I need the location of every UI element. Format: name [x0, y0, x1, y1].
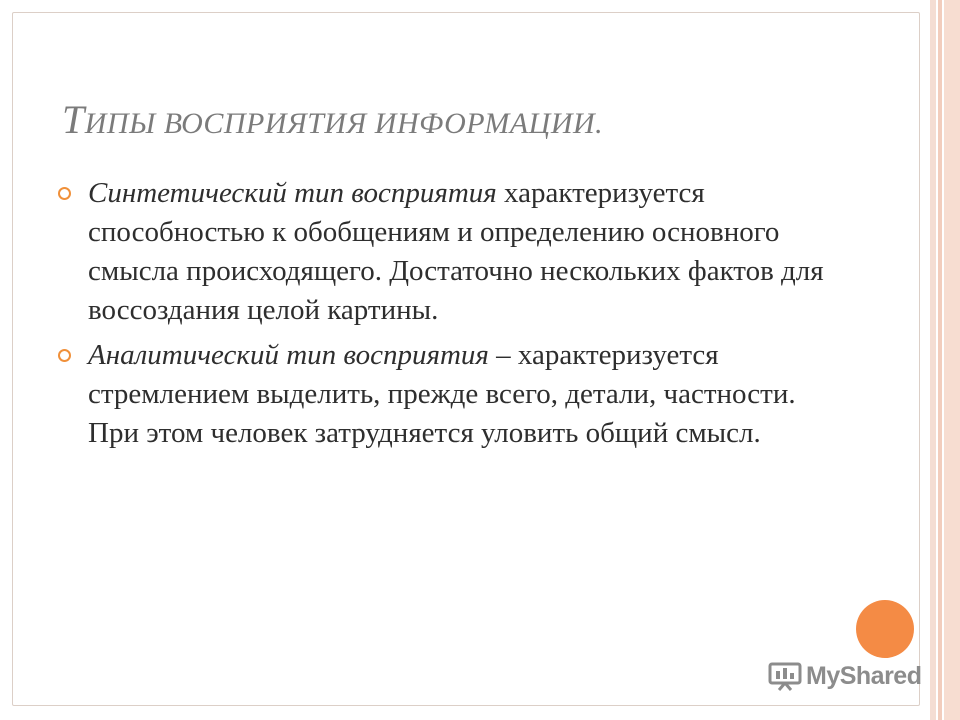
title-rest: ИПЫ ВОСПРИЯТИЯ ИНФОРМАЦИИ. [84, 107, 604, 140]
presentation-board-icon [768, 661, 802, 691]
decorative-stripe [944, 0, 960, 720]
watermark-logo [768, 656, 924, 696]
decorative-stripe [930, 0, 936, 720]
decorative-stripe [938, 0, 942, 720]
list-item-emphasis: Аналитический тип восприятия [88, 339, 489, 371]
list-item-emphasis: Синтетический тип восприятия [88, 177, 497, 209]
watermark-text: MyShared [806, 661, 922, 690]
slide-title [62, 96, 603, 143]
title-first-letter: Т [62, 97, 85, 142]
bullet-list [58, 174, 848, 459]
list-item [58, 336, 848, 453]
list-item-text: – характеризуется стремлением выделить, прежде всего, детали, частности. При этом человек затрудняется уловить общий смысл. [88, 339, 796, 449]
bullet-ring-icon [58, 187, 71, 200]
decorative-circle [856, 600, 914, 658]
list-item [58, 174, 848, 330]
bullet-ring-icon [58, 349, 71, 362]
list-item-text: характеризуется способностью к обобщениям и определению основного смысла происходящего. Достаточно нескольких фактов для воссоздания целой картины. [88, 177, 824, 326]
